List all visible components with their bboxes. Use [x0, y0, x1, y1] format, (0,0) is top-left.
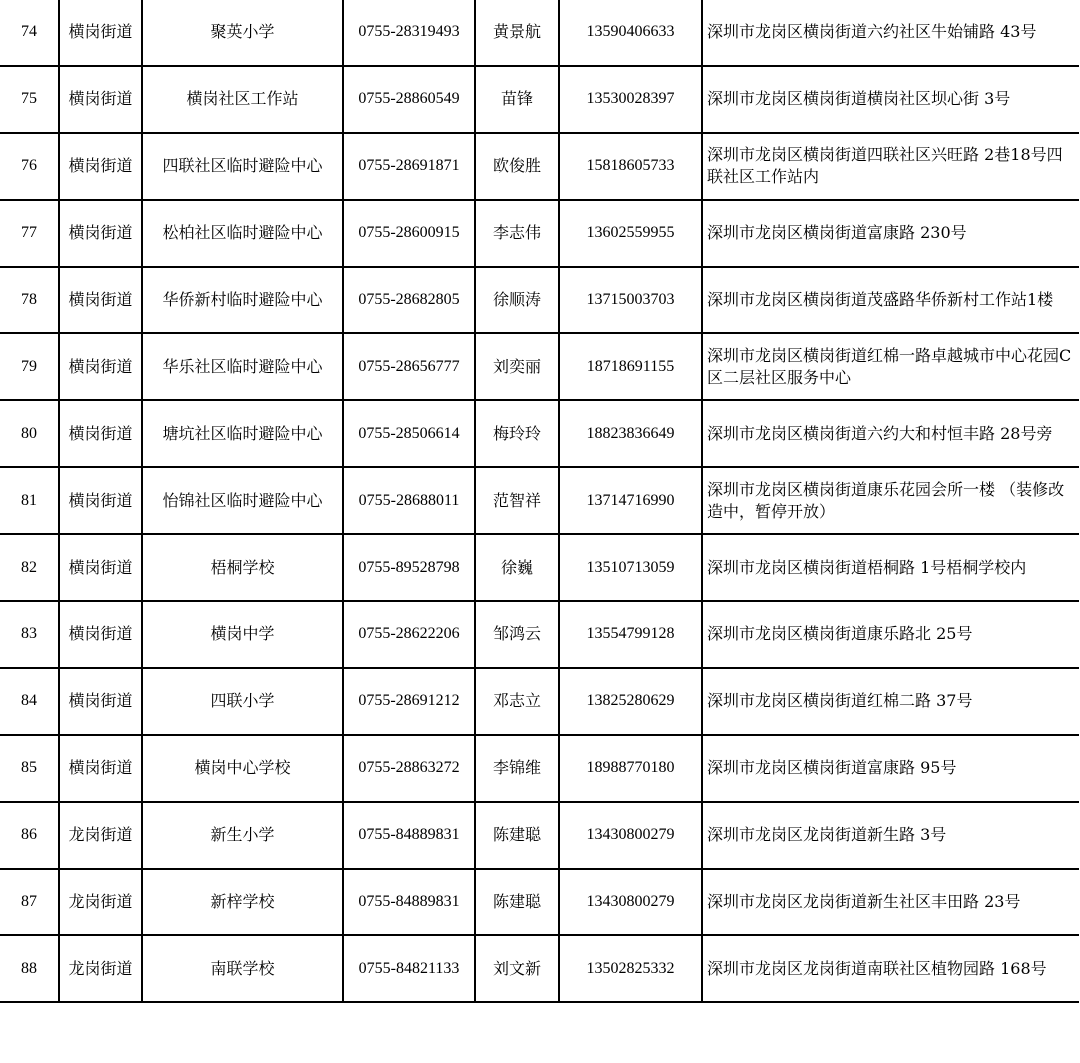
- street-name: 横岗街道: [59, 133, 142, 200]
- site-address: 深圳市龙岗区横岗街道四联社区兴旺路 2巷18号四联社区工作站内: [702, 133, 1079, 200]
- mobile-phone: 13554799128: [559, 601, 702, 668]
- street-name: 横岗街道: [59, 735, 142, 802]
- street-name: 横岗街道: [59, 267, 142, 334]
- contact-person: 邓志立: [475, 668, 559, 735]
- mobile-phone: 18823836649: [559, 400, 702, 467]
- mobile-phone: 13430800279: [559, 869, 702, 936]
- table-row: [0, 601, 1079, 668]
- landline-phone: 0755-28656777: [343, 333, 475, 400]
- row-number: 74: [0, 0, 59, 66]
- landline-phone: 0755-84889831: [343, 869, 475, 936]
- row-number: 78: [0, 267, 59, 334]
- street-name: 横岗街道: [59, 66, 142, 133]
- shelter-site-name: 横岗中学: [142, 601, 343, 668]
- table-row: [0, 66, 1079, 133]
- row-number: 86: [0, 802, 59, 869]
- row-number: 82: [0, 534, 59, 601]
- street-name: 横岗街道: [59, 601, 142, 668]
- mobile-phone: 18718691155: [559, 333, 702, 400]
- contact-person: 刘文新: [475, 935, 559, 1002]
- contact-person: 徐巍: [475, 534, 559, 601]
- landline-phone: 0755-28691871: [343, 133, 475, 200]
- table-row: [0, 333, 1079, 400]
- site-address: 深圳市龙岗区横岗街道富康路 230号: [702, 200, 1079, 267]
- landline-phone: 0755-84821133: [343, 935, 475, 1002]
- landline-phone: 0755-28691212: [343, 668, 475, 735]
- shelter-site-name: 怡锦社区临时避险中心: [142, 467, 343, 534]
- landline-phone: 0755-28506614: [343, 400, 475, 467]
- site-address: 深圳市龙岗区横岗街道红棉二路 37号: [702, 668, 1079, 735]
- row-number: 75: [0, 66, 59, 133]
- street-name: 横岗街道: [59, 534, 142, 601]
- shelter-site-name: 横岗中心学校: [142, 735, 343, 802]
- table-row: [0, 534, 1079, 601]
- row-number: 81: [0, 467, 59, 534]
- row-number: 79: [0, 333, 59, 400]
- contact-person: 陈建聪: [475, 802, 559, 869]
- contact-person: 徐顺涛: [475, 267, 559, 334]
- shelter-site-name: 聚英小学: [142, 0, 343, 66]
- mobile-phone: 13430800279: [559, 802, 702, 869]
- table-row: [0, 200, 1079, 267]
- table-row: [0, 133, 1079, 200]
- shelter-site-name: 塘坑社区临时避险中心: [142, 400, 343, 467]
- table-row: [0, 668, 1079, 735]
- shelter-site-name: 新生小学: [142, 802, 343, 869]
- contact-person: 苗锋: [475, 66, 559, 133]
- street-name: 龙岗街道: [59, 935, 142, 1002]
- contact-person: 欧俊胜: [475, 133, 559, 200]
- row-number: 85: [0, 735, 59, 802]
- landline-phone: 0755-28600915: [343, 200, 475, 267]
- mobile-phone: 13502825332: [559, 935, 702, 1002]
- site-address: 深圳市龙岗区横岗街道梧桐路 1号梧桐学校内: [702, 534, 1079, 601]
- table-row: [0, 869, 1079, 936]
- shelter-site-name: 新梓学校: [142, 869, 343, 936]
- site-address: 深圳市龙岗区横岗街道横岗社区坝心街 3号: [702, 66, 1079, 133]
- contact-person: 梅玲玲: [475, 400, 559, 467]
- table-row: [0, 400, 1079, 467]
- shelter-site-name: 四联小学: [142, 668, 343, 735]
- shelter-site-name: 南联学校: [142, 935, 343, 1002]
- site-address: 深圳市龙岗区龙岗街道南联社区植物园路 168号: [702, 935, 1079, 1002]
- mobile-phone: 15818605733: [559, 133, 702, 200]
- mobile-phone: 18988770180: [559, 735, 702, 802]
- landline-phone: 0755-84889831: [343, 802, 475, 869]
- row-number: 84: [0, 668, 59, 735]
- street-name: 横岗街道: [59, 467, 142, 534]
- site-address: 深圳市龙岗区横岗街道康乐路北 25号: [702, 601, 1079, 668]
- street-name: 横岗街道: [59, 400, 142, 467]
- contact-person: 邹鸿云: [475, 601, 559, 668]
- row-number: 80: [0, 400, 59, 467]
- site-address: 深圳市龙岗区横岗街道红棉一路卓越城市中心花园C区二层社区服务中心: [702, 333, 1079, 400]
- site-address: 深圳市龙岗区横岗街道六约社区牛始铺路 43号: [702, 0, 1079, 66]
- site-address: 深圳市龙岗区横岗街道六约大和村恒丰路 28号旁: [702, 400, 1079, 467]
- site-address: 深圳市龙岗区龙岗街道新生路 3号: [702, 802, 1079, 869]
- row-number: 87: [0, 869, 59, 936]
- site-address: 深圳市龙岗区横岗街道富康路 95号: [702, 735, 1079, 802]
- contact-person: 陈建聪: [475, 869, 559, 936]
- table-row: [0, 935, 1079, 1002]
- mobile-phone: 13510713059: [559, 534, 702, 601]
- street-name: 横岗街道: [59, 0, 142, 66]
- street-name: 横岗街道: [59, 333, 142, 400]
- shelter-site-name: 梧桐学校: [142, 534, 343, 601]
- landline-phone: 0755-28688011: [343, 467, 475, 534]
- street-name: 龙岗街道: [59, 869, 142, 936]
- street-name: 横岗街道: [59, 668, 142, 735]
- mobile-phone: 13530028397: [559, 66, 702, 133]
- row-number: 88: [0, 935, 59, 1002]
- contact-person: 李锦维: [475, 735, 559, 802]
- site-address: 深圳市龙岗区龙岗街道新生社区丰田路 23号: [702, 869, 1079, 936]
- landline-phone: 0755-28860549: [343, 66, 475, 133]
- landline-phone: 0755-28682805: [343, 267, 475, 334]
- landline-phone: 0755-28863272: [343, 735, 475, 802]
- shelter-site-name: 四联社区临时避险中心: [142, 133, 343, 200]
- mobile-phone: 13590406633: [559, 0, 702, 66]
- contact-person: 范智祥: [475, 467, 559, 534]
- landline-phone: 0755-28622206: [343, 601, 475, 668]
- site-address: 深圳市龙岗区横岗街道康乐花园会所一楼 （装修改造中，暂停开放）: [702, 467, 1079, 534]
- table-row: [0, 0, 1079, 66]
- table-row: [0, 267, 1079, 334]
- street-name: 龙岗街道: [59, 802, 142, 869]
- table-row: [0, 735, 1079, 802]
- mobile-phone: 13825280629: [559, 668, 702, 735]
- mobile-phone: 13714716990: [559, 467, 702, 534]
- street-name: 横岗街道: [59, 200, 142, 267]
- contact-person: 刘奕丽: [475, 333, 559, 400]
- row-number: 83: [0, 601, 59, 668]
- shelter-site-name: 横岗社区工作站: [142, 66, 343, 133]
- landline-phone: 0755-28319493: [343, 0, 475, 66]
- row-number: 76: [0, 133, 59, 200]
- mobile-phone: 13602559955: [559, 200, 702, 267]
- shelter-site-name: 华侨新村临时避险中心: [142, 267, 343, 334]
- landline-phone: 0755-89528798: [343, 534, 475, 601]
- mobile-phone: 13715003703: [559, 267, 702, 334]
- shelter-site-name: 松柏社区临时避险中心: [142, 200, 343, 267]
- site-address: 深圳市龙岗区横岗街道茂盛路华侨新村工作站1楼: [702, 267, 1079, 334]
- table-row: [0, 802, 1079, 869]
- shelter-site-name: 华乐社区临时避险中心: [142, 333, 343, 400]
- contact-person: 黄景航: [475, 0, 559, 66]
- table-row: [0, 467, 1079, 534]
- contact-person: 李志伟: [475, 200, 559, 267]
- row-number: 77: [0, 200, 59, 267]
